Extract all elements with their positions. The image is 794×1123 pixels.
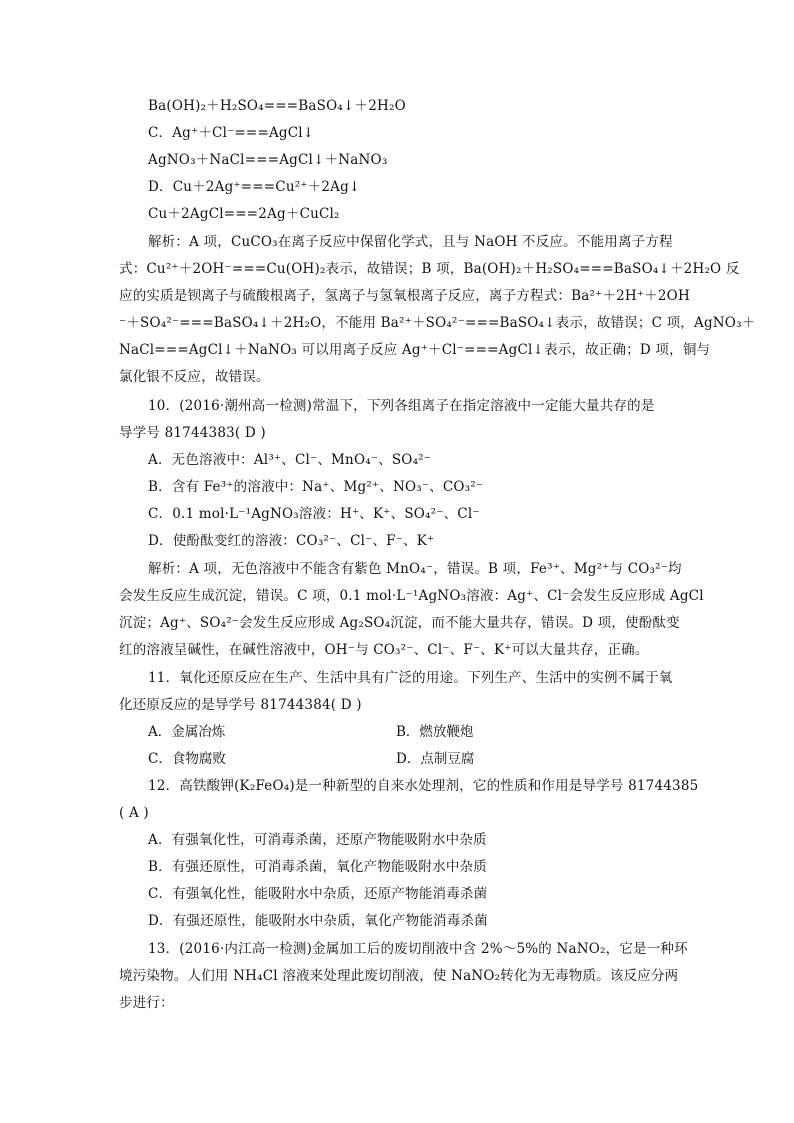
text-line: C．有强氧化性，能吸附水中杂质，还原产物能消毒杀菌 <box>148 886 488 902</box>
text-line: 境污染物。人们用 NH₄Cl 溶液来处理此废切削液，使 NaNO₂转化为无毒物质。该反应分两 <box>119 968 679 984</box>
text-line: 步进行： <box>119 995 174 1011</box>
text-line: D．使酚酞变红的溶液：CO₃²⁻、Cl⁻、F⁻、K⁺ <box>148 533 435 549</box>
text-line: AgNO₃＋NaCl===AgCl↓＋NaNO₃ <box>148 152 388 168</box>
text-line: A．无色溶液中：Al³⁺、Cl⁻、MnO₄⁻、SO₄²⁻ <box>148 452 432 468</box>
option-item: C．食物腐败 <box>148 751 226 767</box>
text-line: 解析：A 项，无色溶液中不能含有紫色 MnO₄⁻，错误。B 项，Fe³⁺、Mg²⁺与 CO₃²⁻均 <box>148 561 682 577</box>
text-line: 红的溶液呈碱性，在碱性溶液中，OH⁻与 CO₃²⁻、Cl⁻、F⁻、K⁺可以大量共存，正确。 <box>119 642 649 658</box>
text-line: D．Cu＋2Ag⁺===Cu²⁺＋2Ag↓ <box>148 179 361 195</box>
text-line: ( A ) <box>119 805 149 821</box>
text-line: C．0.1 mol·L⁻¹AgNO₃溶液：H⁺、K⁺、SO₄²⁻、Cl⁻ <box>148 506 480 522</box>
text-line: B．含有 Fe³⁺的溶液中：Na⁺、Mg²⁺、NO₃⁻、CO₃²⁻ <box>148 479 484 495</box>
text-line: B．有强还原性，可消毒杀菌，氧化产物能吸附水中杂质 <box>148 859 487 875</box>
text-line: D．有强还原性，能吸附水中杂质，氧化产物能消毒杀菌 <box>148 913 488 929</box>
text-line: NaCl===AgCl↓＋NaNO₃ 可以用离子反应 Ag⁺＋Cl⁻===AgCl↓表示，故正确；D 项，铜与 <box>119 342 711 358</box>
text-line: 化还原反应的是导学号 81744384( D ) <box>119 697 362 713</box>
text-line: 氯化银不反应，故错误。 <box>119 369 270 385</box>
text-line: ⁻＋SO₄²⁻===BaSO₄↓＋2H₂O，不能用 Ba²⁺＋SO₄²⁻===BaSO₄↓表示，故错误；C 项，AgNO₃＋ <box>119 315 756 331</box>
text-line: 解析：A 项，CuCO₃在离子反应中保留化学式，且与 NaOH 不反应。不能用离子方程 <box>148 234 673 250</box>
text-line: Ba(OH)₂＋H₂SO₄===BaSO₄↓＋2H₂O <box>148 98 406 114</box>
text-line: 13．(2016·内江高一检测)金属加工后的废切削液中含 2%～5%的 NaNO₂，它是一种环 <box>148 941 688 957</box>
text-line: 10．(2016·潮州高一检测)常温下，下列各组离子在指定溶液中一定能大量共存的是 <box>148 398 655 414</box>
text-line: A．有强氧化性，可消毒杀菌，还原产物能吸附水中杂质 <box>148 832 487 848</box>
text-line: Cu＋2AgCl===2Ag＋CuCl₂ <box>148 206 340 222</box>
option-item: B．燃放鞭炮 <box>396 724 474 740</box>
text-line: 沉淀；Ag⁺、SO₄²⁻会发生反应形成 Ag₂SO₄沉淀，而不能大量共存，错误。D 项，使酚酞变 <box>119 615 680 631</box>
text-line: 会发生反应生成沉淀，错误。C 项，0.1 mol·L⁻¹AgNO₃溶液：Ag⁺、Cl⁻会发生反应形成 AgCl <box>119 588 704 604</box>
text-line: C．Ag⁺＋Cl⁻===AgCl↓ <box>148 125 315 141</box>
text-line: 应的实质是钡离子与硫酸根离子，氢离子与氢氧根离子反应，离子方程式：Ba²⁺＋2H⁺＋2OH <box>119 288 690 304</box>
option-item: D．点制豆腐 <box>396 751 475 767</box>
text-line: 导学号 81744383( D ) <box>119 425 266 441</box>
option-item: A．金属冶炼 <box>148 724 226 740</box>
text-line: 12．高铁酸钾(K₂FeO₄)是一种新型的自来水处理剂，它的性质和作用是导学号 81744385 <box>148 778 699 794</box>
text-line: 式：Cu²⁺＋2OH⁻===Cu(OH)₂表示，故错误；B 项，Ba(OH)₂＋H₂SO₄===BaSO₄↓＋2H₂O 反 <box>119 261 740 277</box>
text-line: 11．氧化还原反应在生产、生活中具有广泛的用途。下列生产、生活中的实例不属于氧 <box>148 670 673 686</box>
